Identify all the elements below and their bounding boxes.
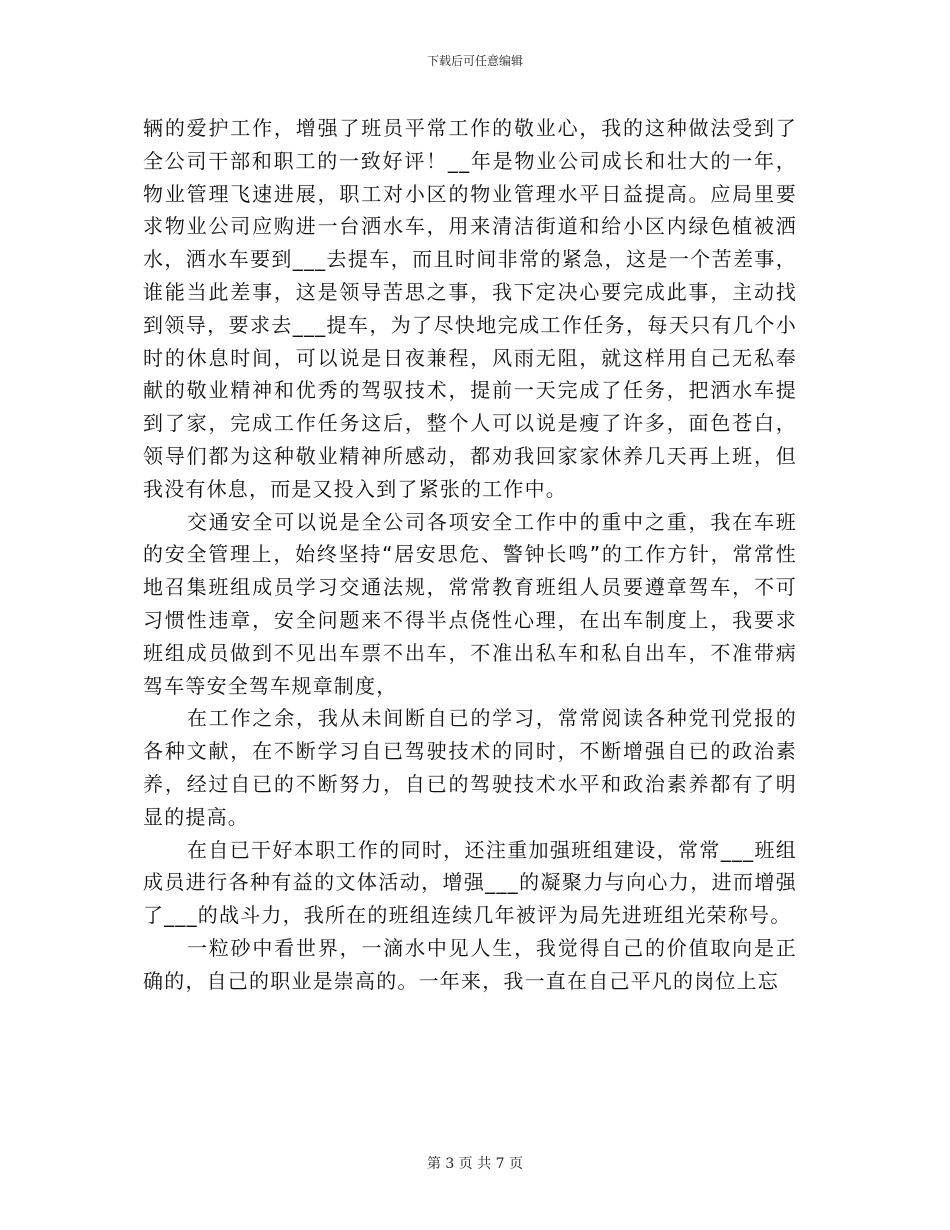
page-number: 第 3 页 共 7 页 (426, 1156, 524, 1172)
paragraph-4: 在自已干好本职工作的同时，还注重加强班组建设，常常___班组成员进行各种有益的文体活动，增强___的凝聚力与向心力，进而增强了___的战斗力，我所在的班组连续几年被评为局先进班组光荣称号。 (143, 837, 797, 928)
paragraph-2: 交通安全可以说是全公司各项安全工作中的重中之重，我在车班的安全管理上，始终坚持“居安思危、警钟长鸣”的工作方针，常常性地召集班组成员学习交通法规，常常教育班组人员要遵章驾车，不可习惯性违章，安全问题来不得半点侥性心理，在出车制度上，我要求班组成员做到不见出车票不出车，不准出私车和私自出车，不准带病驾车等安全驾车规章制度， (143, 509, 797, 698)
paragraph-3: 在工作之余，我从未间断自已的学习，常常阅读各种党刊党报的各种文献，在不断学习自已驾驶技术的同时，不断增强自已的政治素养，经过自已的不断努力，自已的驾驶技术水平和政治素养都有了明显的提高。 (143, 706, 797, 829)
document-body (143, 112, 797, 998)
page-header: 下载后可任意编辑 (426, 54, 523, 68)
paragraph-1: 辆的爱护工作，增强了班员平常工作的敬业心，我的这种做法受到了全公司干部和职工的一致好评！__年是物业公司成长和壮大的一年，物业管理飞速进展，职工对小区的物业管理水平日益提高。应局里要求物业公司应购进一台洒水车，用来清洁街道和给小区内绿色植被洒水，洒水车要到___去提车，而且时间非常的紧急，这是一个苦差事，谁能当此差事，这是领导苦思之事，我下定决心要完成此事，主动找到领导，要求去___提车，为了尽快地完成工作任务，每天只有几个小时的休息时间，可以说是日夜兼程，风雨无阻，就这样用自己无私奉献的敬业精神和优秀的驾驭技术，提前一天完成了任务，把洒水车提到了家，完成工作任务这后，整个人可以说是瘦了许多，面色苍白，领导们都为这种敬业精神所感动，都劝我回家家休养几天再上班，但我没有休息，而是又投入到了紧张的工作中。 (143, 116, 797, 501)
paragraph-5: 一粒砂中看世界，一滴水中见人生，我觉得自己的价值取向是正确的，自己的职业是崇高的。一年来，我一直在自己平凡的岗位上忘 (143, 935, 797, 993)
